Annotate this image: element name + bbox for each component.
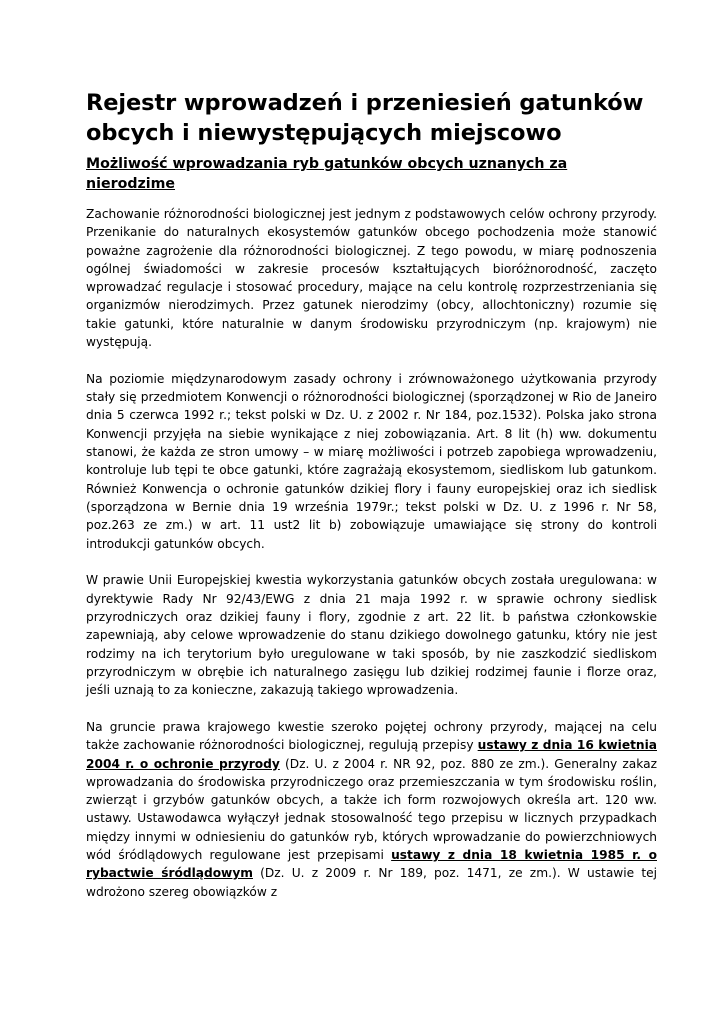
link-nature-protection-act[interactable]: ustawy z dnia 16 kwietnia 2004 r. o ochronie przyrody — [86, 738, 657, 771]
page-title: Rejestr wprowadzeń i przeniesień gatunków obcych i niewystępujących miejscowo — [86, 90, 644, 146]
paragraph-eu-law: W prawie Unii Europejskiej kwestia wykorzystania gatunków obcych została uregulowana: w dyrektywie Rady Nr 92/43/EWG z dnia 21 maja 1992 r. w sprawie ochrony siedlisk przyrodniczych oraz dzikiej fauny i flory, zgodnie z art. 22 lit. b państwa członkowskie zapewniają, aby celowe wprowadzenie do stanu dzikiego dowolnego gatunku, który nie jest rodzimy na ich terytorium było uregulowane w taki sposób, by nie zaszkodzić siedliskom przyrodniczym w obrębie ich naturalnego zasięgu lub dzikiej rodzimej faunie i florze oraz, jeśli uznają to za konieczne, zakazują takiego wprowadzenia. — [86, 573, 657, 698]
national-law-text-3: (Dz. U. z 2009 r. Nr 189, poz. 1471, ze zm.). W ustawie tej wdrożono szereg obowiązków z — [86, 866, 657, 899]
document-page — [86, 88, 657, 919]
link-inland-fisheries-act[interactable]: ustawy z dnia 18 kwietnia 1985 r. o rybactwie śródlądowym — [86, 848, 657, 881]
section-subtitle: Możliwość wprowadzania ryb gatunków obcych uznanych za nierodzime — [86, 156, 568, 192]
paragraph-intro: Zachowanie różnorodności biologicznej jest jednym z podstawowych celów ochrony przyrody. Przenikanie do naturalnych ekosystemów gatunków obcego pochodzenia może stanowić poważne zagrożenie dla różnorodności biologicznej. Z tego powodu, w miarę podnoszenia ogólnej świadomości w zakresie procesów kształtujących bioróżnorodność, zaczęto wprowadzać regulacje i stosować procedury, mające na celu kontrolę rozprzestrzeniania się organizmów nierodzimych. Przez gatunek nierodzimy (obcy, allochtoniczny) rozumie się takie gatunki, które naturalnie w danym środowisku przyrodniczym (np. krajowym) nie występują. — [86, 207, 657, 350]
paragraph-national-law — [86, 718, 657, 901]
national-law-text-2: (Dz. U. z 2004 r. NR 92, poz. 880 ze zm.). Generalny zakaz wprowadzania do środowiska przyrodniczego oraz przemieszczania w tym środowisku roślin, zwierząt i grzybów gatunków obcych, a także ich form rozwojowych określa art. 120 ww. ustawy. Ustawodawca wyłączył jednak stosowalność tego przepisu w licznych przypadkach między innymi w odniesieniu do gatunków ryb, których wprowadzanie do powierzchniowych wód śródlądowych regulowane jest przepisami — [86, 756, 657, 862]
paragraph-international-law: Na poziomie międzynarodowym zasady ochrony i zrównoważonego użytkowania przyrody stały się przedmiotem Konwencji o różnorodności biologicznej (sporządzonej w Rio de Janeiro dnia 5 czerwca 1992 r.; tekst polski w Dz. U. z 2002 r. Nr 184, poz.1532). Polska jako strona Konwencji przyjęła na siebie wynikające z niej zobowiązania. Art. 8 lit (h) ww. dokumentu stanowi, że każda ze stron umowy – w miarę możliwości i potrzeb zapobiega wprowadzeniu, kontroluje lub tępi te obce gatunki, które zagrażają ekosystemom, siedliskom lub gatunkom. Również Konwencja o ochronie gatunków dzikiej flory i fauny europejskiej oraz ich siedlisk (sporządzona w Bernie dnia 19 września 1979r.; tekst polski w Dz. U. z 1996 r. Nr 58, poz.263 ze zm.) w art. 11 ust2 lit b) zobowiązuje umawiające się strony do kontroli introdukcji gatunków obcych. — [86, 371, 657, 551]
national-law-text-1: Na gruncie prawa krajowego kwestie szeroko pojętej ochrony przyrody, mającej na celu także zachowanie różnorodności biologicznej, regulują przepisy — [86, 719, 657, 753]
